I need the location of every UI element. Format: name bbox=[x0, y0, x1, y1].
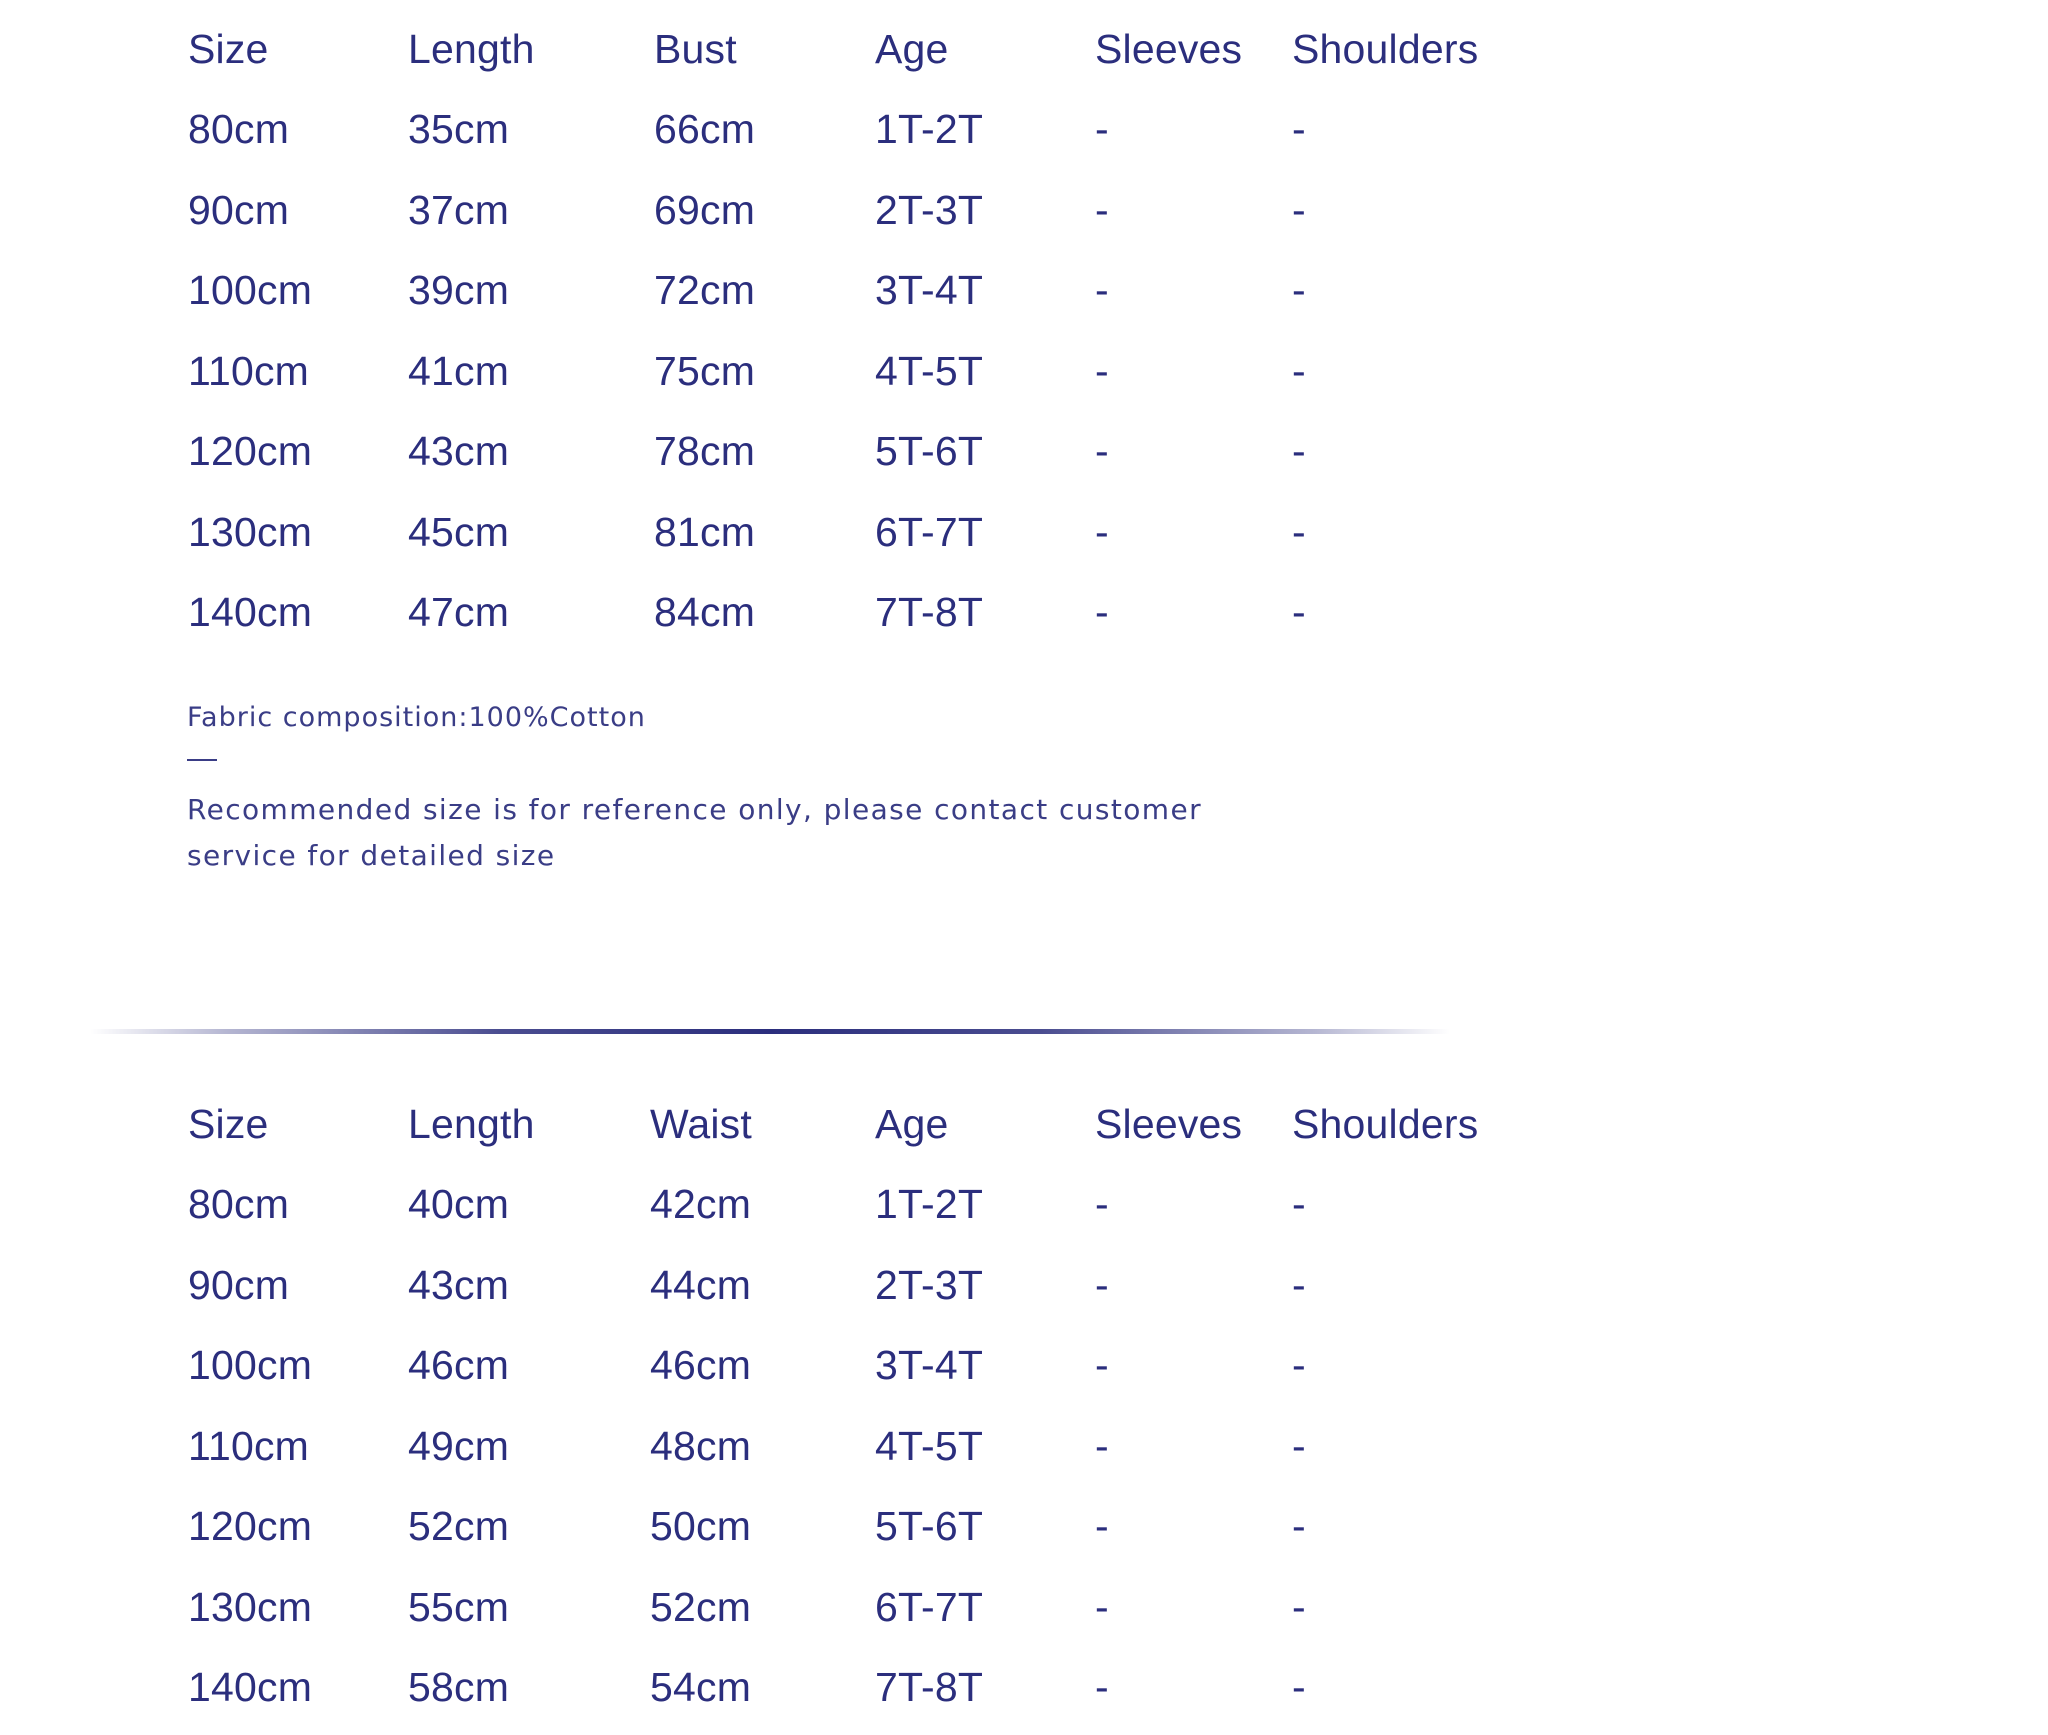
table-cell: 35cm bbox=[408, 106, 510, 153]
table-cell: 52cm bbox=[408, 1503, 510, 1550]
table-cell: - bbox=[1292, 1664, 1306, 1711]
table-row bbox=[188, 492, 1588, 573]
table-cell: 40cm bbox=[408, 1181, 510, 1228]
column-header: Sleeves bbox=[1095, 1100, 1243, 1147]
table-cell: 45cm bbox=[408, 508, 510, 555]
column-header: Sleeves bbox=[1095, 25, 1243, 72]
table-header bbox=[188, 1084, 1588, 1165]
table-cell: 54cm bbox=[650, 1664, 752, 1711]
table-cell: 130cm bbox=[188, 508, 313, 555]
table-cell: - bbox=[1095, 1181, 1109, 1228]
table-cell: - bbox=[1095, 1664, 1109, 1711]
column-header: Waist bbox=[650, 1100, 752, 1147]
table-cell: 58cm bbox=[408, 1664, 510, 1711]
table-cell: - bbox=[1292, 589, 1306, 636]
table-cell: 49cm bbox=[408, 1422, 510, 1469]
table-cell: 6T-7T bbox=[875, 508, 984, 555]
table-row bbox=[188, 1165, 1588, 1246]
column-header: Bust bbox=[654, 25, 737, 72]
fabric-composition-note: Fabric composition:100%Cotton bbox=[187, 702, 646, 733]
table-cell: 1T-2T bbox=[875, 106, 984, 153]
table-row bbox=[188, 573, 1588, 654]
table-cell: 100cm bbox=[188, 267, 313, 314]
table-row bbox=[188, 1567, 1588, 1648]
table-cell: 80cm bbox=[188, 1181, 290, 1228]
table-cell: - bbox=[1292, 267, 1306, 314]
table-row bbox=[188, 412, 1588, 493]
table-cell: 72cm bbox=[654, 267, 756, 314]
table-cell: 47cm bbox=[408, 589, 510, 636]
table-cell: 50cm bbox=[650, 1503, 752, 1550]
table-cell: 44cm bbox=[650, 1261, 752, 1308]
table-cell: 6T-7T bbox=[875, 1583, 984, 1630]
bottom-size-table bbox=[188, 1084, 1588, 1728]
table-cell: 80cm bbox=[188, 106, 290, 153]
table-cell: 110cm bbox=[188, 347, 310, 394]
table-body bbox=[188, 1165, 1588, 1729]
table-cell: - bbox=[1095, 1583, 1109, 1630]
table-cell: 7T-8T bbox=[875, 1664, 984, 1711]
table-cell: - bbox=[1292, 1261, 1306, 1308]
table-cell: - bbox=[1095, 428, 1109, 475]
table-cell: 42cm bbox=[650, 1181, 752, 1228]
table-cell: 110cm bbox=[188, 1422, 310, 1469]
section-divider bbox=[90, 1029, 1450, 1034]
table-cell: 90cm bbox=[188, 186, 290, 233]
column-header: Shoulders bbox=[1292, 1100, 1479, 1147]
column-header: Size bbox=[188, 25, 269, 72]
table-cell: 4T-5T bbox=[875, 1422, 984, 1469]
table-cell: - bbox=[1095, 1342, 1109, 1389]
table-row bbox=[188, 1406, 1588, 1487]
table-cell: 120cm bbox=[188, 428, 313, 475]
top-size-table bbox=[188, 9, 1588, 653]
table-cell: 46cm bbox=[408, 1342, 510, 1389]
table-cell: 1T-2T bbox=[875, 1181, 984, 1228]
table-cell: - bbox=[1095, 508, 1109, 555]
column-header: Size bbox=[188, 1100, 269, 1147]
table-cell: - bbox=[1095, 589, 1109, 636]
table-cell: - bbox=[1292, 106, 1306, 153]
table-cell: - bbox=[1292, 1181, 1306, 1228]
table-header bbox=[188, 9, 1588, 90]
table-header-row bbox=[188, 1084, 1588, 1165]
table-cell: 140cm bbox=[188, 1664, 313, 1711]
table-cell: 81cm bbox=[654, 508, 756, 555]
table-cell: 75cm bbox=[654, 347, 756, 394]
table-cell: - bbox=[1095, 186, 1109, 233]
table-cell: 120cm bbox=[188, 1503, 313, 1550]
table-cell: - bbox=[1292, 428, 1306, 475]
table-cell: - bbox=[1292, 1583, 1306, 1630]
table-cell: 41cm bbox=[408, 347, 510, 394]
table-cell: 130cm bbox=[188, 1583, 313, 1630]
column-header: Age bbox=[875, 1100, 949, 1147]
table-cell: 48cm bbox=[650, 1422, 752, 1469]
table-cell: 55cm bbox=[408, 1583, 510, 1630]
product-notes bbox=[187, 700, 1287, 879]
table-cell: 5T-6T bbox=[875, 428, 984, 475]
column-header: Shoulders bbox=[1292, 25, 1479, 72]
table-cell: 5T-6T bbox=[875, 1503, 984, 1550]
table-cell: - bbox=[1292, 186, 1306, 233]
table-cell: 7T-8T bbox=[875, 589, 984, 636]
table-cell: - bbox=[1095, 267, 1109, 314]
table-cell: - bbox=[1292, 347, 1306, 394]
table-cell: 43cm bbox=[408, 1261, 510, 1308]
table-cell: 46cm bbox=[650, 1342, 752, 1389]
table-cell: 90cm bbox=[188, 1261, 290, 1308]
column-header: Length bbox=[408, 25, 535, 72]
table-header-row bbox=[188, 9, 1588, 90]
table-cell: - bbox=[1292, 508, 1306, 555]
table-cell: - bbox=[1095, 1261, 1109, 1308]
table-row bbox=[188, 331, 1588, 412]
table-cell: - bbox=[1095, 1422, 1109, 1469]
table-cell: 78cm bbox=[654, 428, 756, 475]
table-row bbox=[188, 170, 1588, 251]
table-cell: 43cm bbox=[408, 428, 510, 475]
column-header: Age bbox=[875, 25, 949, 72]
table-body bbox=[188, 90, 1588, 654]
table-cell: - bbox=[1292, 1503, 1306, 1550]
size-recommendation-note: Recommended size is for reference only, please contact customer service for detailed size bbox=[187, 793, 1203, 872]
table-cell: 66cm bbox=[654, 106, 756, 153]
table-row bbox=[188, 90, 1588, 171]
table-cell: - bbox=[1095, 1503, 1109, 1550]
table-cell: 39cm bbox=[408, 267, 510, 314]
table-cell: 37cm bbox=[408, 186, 510, 233]
table-cell: - bbox=[1292, 1342, 1306, 1389]
table-cell: 84cm bbox=[654, 589, 756, 636]
note-separator-dash bbox=[187, 759, 217, 761]
table-row bbox=[188, 1245, 1588, 1326]
table-cell: 140cm bbox=[188, 589, 313, 636]
table-cell: - bbox=[1292, 1422, 1306, 1469]
table-cell: 100cm bbox=[188, 1342, 313, 1389]
column-header: Length bbox=[408, 1100, 535, 1147]
table-cell: 3T-4T bbox=[875, 1342, 984, 1389]
table-cell: 3T-4T bbox=[875, 267, 984, 314]
table-cell: 69cm bbox=[654, 186, 756, 233]
table-row bbox=[188, 1326, 1588, 1407]
table-row bbox=[188, 251, 1588, 332]
table-row bbox=[188, 1648, 1588, 1729]
table-cell: 2T-3T bbox=[875, 1261, 984, 1308]
table-cell: 52cm bbox=[650, 1583, 752, 1630]
table-cell: 2T-3T bbox=[875, 186, 984, 233]
table-cell: - bbox=[1095, 347, 1109, 394]
table-row bbox=[188, 1487, 1588, 1568]
table-cell: 4T-5T bbox=[875, 347, 984, 394]
table-cell: - bbox=[1095, 106, 1109, 153]
